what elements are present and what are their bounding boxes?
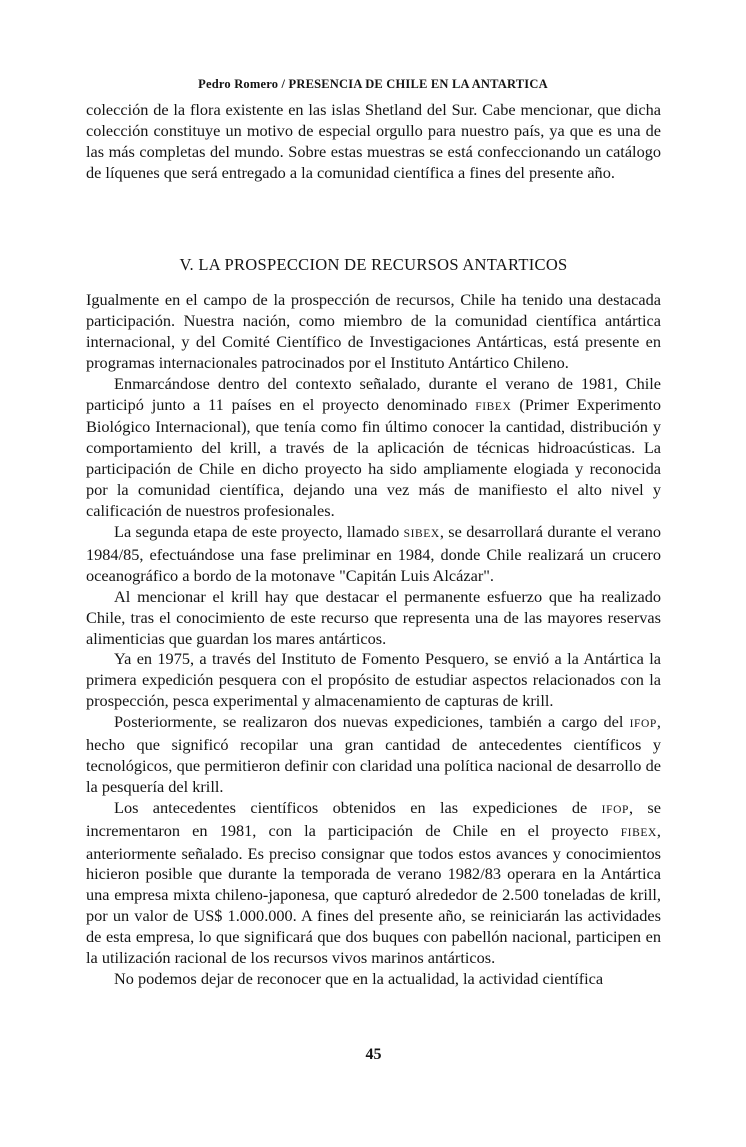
paragraph-text: Enmarcándose dentro del contexto señalado, durante el verano de 1981, Chile participó junto a 11 países en el proyecto denominado <box>86 373 661 414</box>
paragraph-text: No podemos dejar de reconocer que en la actualidad, la actividad científica <box>114 969 604 988</box>
paragraph-text: La segunda etapa de este proyecto, llamado <box>114 521 404 541</box>
paragraph-text: , hecho que significó recopilar una gran cantidad de antecedentes científicos y tecnológicos, que permitieron definir con claridad una política nacional de desarrollo de la pesquería del krill. <box>86 712 661 796</box>
paragraph-text: , se incrementaron en 1981, con la participación de Chile en el proyecto <box>86 797 661 840</box>
paragraph-text: Ya en 1975, a través del Instituto de Fomento Pesquero, se envió a la Antártica la primera expedición pesquera con el propósito de estudiar aspectos relacionados con la prospección, pesca experimental y almacenamiento de capturas de krill. <box>86 649 661 711</box>
page-number: 45 <box>365 1046 382 1063</box>
paragraph-text: Igualmente en el campo de la prospección de recursos, Chile ha tenido una destacada participación. Nuestra nación, como miembro de la comunidad científica antártica internacional, y del Comité Científico de Investigaciones Antárticas, está presente en programas internacionales patrocinados por el Instituto Antártico Chileno. <box>86 290 661 372</box>
paragraph-text: Los antecedentes científicos obtenidos en las expediciones de <box>114 797 602 817</box>
paragraph-text: (Primer Experimento Biológico Internacional), que tenía como fin último conocer la cantidad, distribución y comportamiento del krill, a través de la aplicación de técnicas hidroacústicas. La participación de Chile en dicho proyecto ha sido ampliamente elogiada y reconocida por la comunidad científica, dejando una vez más de manifiesto el alto nivel y calificación de nuestros profesionales. <box>86 394 661 521</box>
body-paragraph <box>86 522 661 587</box>
section-heading: V. LA PROSPECCION DE RECURSOS ANTARTICOS <box>179 255 568 274</box>
body-paragraph <box>86 798 661 969</box>
body-paragraph <box>86 290 661 374</box>
body-paragraph <box>86 712 661 798</box>
body-paragraph <box>86 587 661 650</box>
acronym-ifop: IFOP <box>601 803 629 816</box>
intro-text-block <box>86 100 661 184</box>
acronym-sibex: SIBEX <box>403 527 440 540</box>
acronym-fibex: FIBEX <box>475 400 512 413</box>
acronym-ifop: IFOP <box>629 718 657 731</box>
body-paragraph <box>86 649 661 712</box>
paragraph-text: Posteriormente, se realizaron dos nuevas expediciones, también a cargo del <box>114 712 630 732</box>
section-body <box>86 290 661 990</box>
body-paragraph <box>86 969 661 990</box>
paragraph-text: Al mencionar el krill hay que destacar el permanente esfuerzo que ha realizado Chile, tras el conocimiento de este recurso que representa una de las mayores reservas alimenticias que guardan los mares antárticos. <box>86 586 661 648</box>
paragraph-text: , se desarrollará durante el verano 1984/85, efectuándose una fase preliminar en 1984, donde Chile realizará un crucero oceanográfico a bordo de la motonave "Capitán Luis Alcázar". <box>86 521 661 585</box>
acronym-fibex: FIBEX <box>620 826 657 839</box>
intro-paragraph: colección de la flora existente en las islas Shetland del Sur. Cabe mencionar, que dicha colección constituye un motivo de especial orgullo para nuestro país, ya que es una de las más completas del mundo. Sobre estas muestras se está confeccionando un catálogo de líquenes que será entregado a la comunidad científica a fines del presente año. <box>86 100 661 182</box>
running-header: Pedro Romero / PRESENCIA DE CHILE EN LA ANTARTICA <box>198 77 548 91</box>
paragraph-text: , anteriormente señalado. Es preciso consignar que todos estos avances y conocimientos hicieron posible que durante la temporada de verano 1982/83 operara en la Antártica una empresa mixta chileno-japonesa, que capturó alrededor de 2.500 toneladas de krill, por un valor de US$ 1.000.000. A fines del presente año, se reiniciarán las actividades de esta empresa, lo que significará que dos buques con pabellón nacional, participen en la utilización racional de los recursos vivos marinos antárticos. <box>86 820 661 968</box>
body-paragraph <box>86 374 661 522</box>
